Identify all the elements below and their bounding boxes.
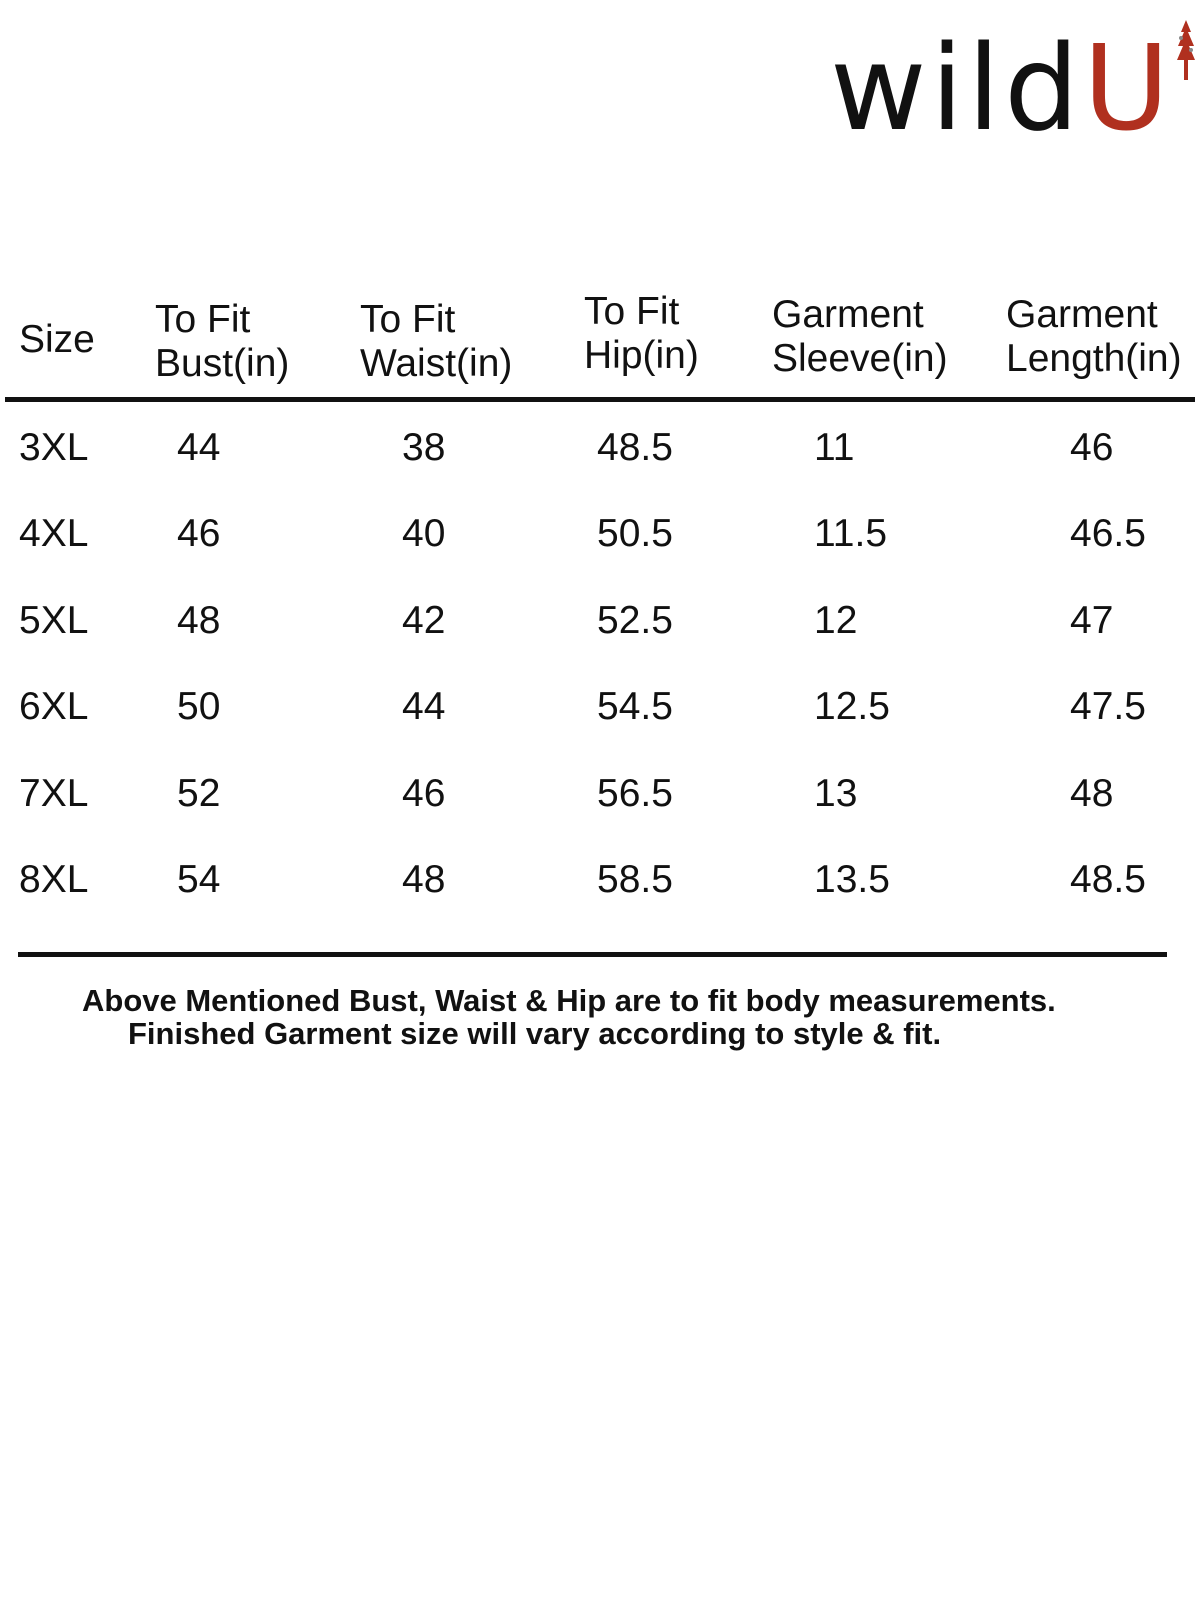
bust-cell: 48 — [177, 599, 221, 642]
size-note — [0, 984, 1200, 1050]
hip-cell: 52.5 — [597, 599, 673, 642]
sleeve-cell: 11 — [814, 426, 855, 469]
hip-cell: 56.5 — [597, 772, 673, 815]
brand-wordmark — [830, 18, 1173, 158]
sleeve-cell: 13 — [814, 772, 858, 815]
hip-cell: 54.5 — [597, 685, 673, 728]
note-line-1: Above Mentioned Bust, Waist & Hip are to fit body measurements. — [82, 983, 1056, 1018]
sleeve-cell: 12 — [814, 599, 858, 642]
header-sleeve: Garment Sleeve(in) — [772, 293, 948, 380]
length-cell: 48 — [1070, 772, 1114, 815]
table-row — [0, 510, 1200, 570]
bust-cell: 44 — [177, 426, 221, 469]
footer-divider — [18, 952, 1167, 957]
header-length: Garment Length(in) — [1006, 293, 1182, 380]
brand-name-main: wild — [830, 19, 1083, 157]
header-size: Size — [19, 318, 95, 361]
waist-cell: 44 — [402, 685, 446, 728]
hip-cell: 48.5 — [597, 426, 673, 469]
waist-cell: 38 — [402, 426, 446, 469]
table-row — [0, 597, 1200, 657]
length-cell: 46 — [1070, 426, 1114, 469]
waist-cell: 48 — [402, 858, 446, 901]
size-cell: 4XL — [19, 512, 89, 555]
note-line-2: Finished Garment size will vary according to style & fit. — [128, 1016, 942, 1051]
size-cell: 6XL — [19, 685, 89, 728]
brand-logo — [830, 18, 1190, 158]
size-cell: 8XL — [19, 858, 89, 901]
length-cell: 46.5 — [1070, 512, 1146, 555]
table-row — [0, 856, 1200, 916]
hip-cell: 50.5 — [597, 512, 673, 555]
bust-cell: 46 — [177, 512, 221, 555]
table-row — [0, 770, 1200, 830]
waist-cell: 42 — [402, 599, 446, 642]
table-row — [0, 424, 1200, 484]
length-cell: 47.5 — [1070, 685, 1146, 728]
bust-cell: 54 — [177, 858, 221, 901]
tree-icon — [1175, 20, 1197, 80]
waist-cell: 46 — [402, 772, 446, 815]
sleeve-cell: 11.5 — [814, 512, 888, 555]
hip-cell: 58.5 — [597, 858, 673, 901]
length-cell: 47 — [1070, 599, 1114, 642]
header-waist: To Fit Waist(in) — [360, 298, 513, 385]
brand-name-accent: U — [1082, 19, 1174, 157]
sleeve-cell: 12.5 — [814, 685, 890, 728]
size-cell: 3XL — [19, 426, 89, 469]
length-cell: 48.5 — [1070, 858, 1146, 901]
size-cell: 5XL — [19, 599, 89, 642]
header-divider — [5, 397, 1195, 402]
bust-cell: 52 — [177, 772, 221, 815]
waist-cell: 40 — [402, 512, 446, 555]
header-hip: To Fit Hip(in) — [584, 290, 699, 377]
header-bust: To Fit Bust(in) — [155, 298, 290, 385]
table-row — [0, 683, 1200, 743]
bust-cell: 50 — [177, 685, 221, 728]
sleeve-cell: 13.5 — [814, 858, 890, 901]
size-cell: 7XL — [19, 772, 89, 815]
